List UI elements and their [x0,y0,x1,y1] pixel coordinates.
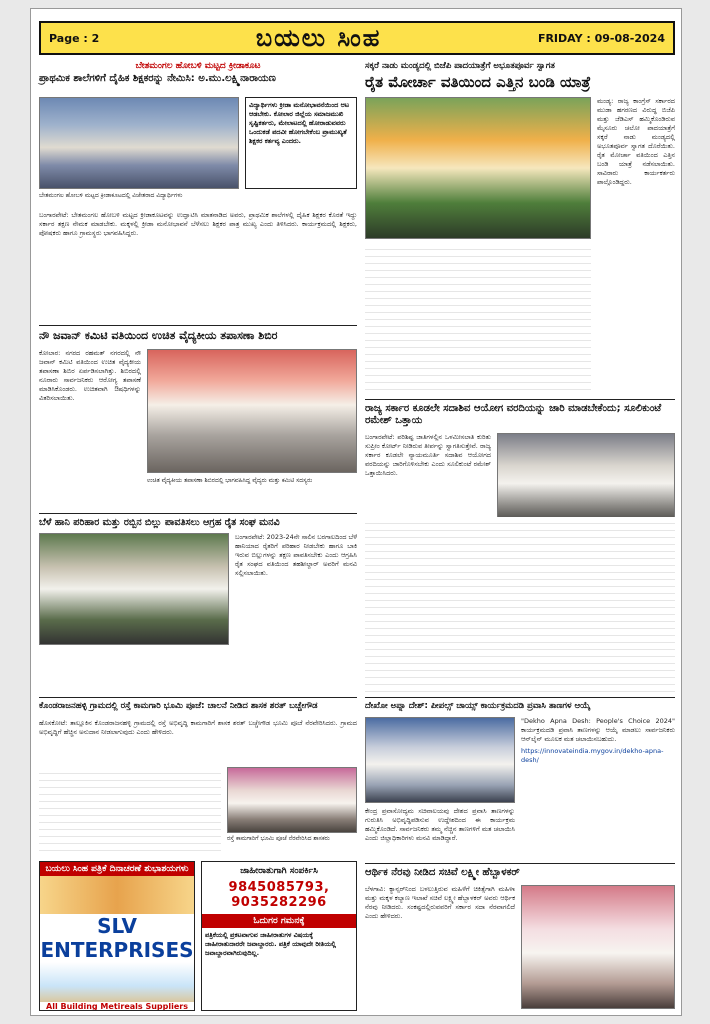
issue-date: FRIDAY : 09-08-2024 [537,31,665,45]
classified-title: ಜಾಹೀರಾತುಗಾಗಿ ಸಂಪರ್ಕಿಸಿ [240,866,318,876]
article4-title: ಕೊಂಡರಾಜನಹಳ್ಳಿ ಗ್ರಾಮದಲ್ಲಿ ರಸ್ತೆ ಕಾಮಗಾರಿ ಭೂಮಿ ಪೂಜೆ: ಚಾಲನೆ ನೀಡಿದ ಶಾಸಕ ಶರತ್ ಬಚ್ಚೇಗೌಡ [39,701,318,711]
masthead [39,21,675,55]
press-meet-photo [497,433,675,525]
article7-body: ಕೇಂದ್ರ ಪ್ರವಾಸೋದ್ಯಮ ಸಚಿವಾಲಯವು ದೇಶದ ಪ್ರವಾಸಿ ತಾಣಗಳನ್ನು ಗುರುತಿಸಿ ಅಭಿವೃದ್ಧಿಪಡಿಸುವ ಉದ್ದೇಶದಿಂದ ಈ ಕಾರ್ಯಕ್ರಮ ಹಮ್ಮಿಕೊಂಡಿದೆ. ಸಾರ್ವಜನಿಕರು ತಮ್ಮ ನೆಚ್ಚಿನ ತಾಣಗಳಿಗೆ ಮತ ಚಲಾಯಿಸಿ ಎಂದು ಜಿಲ್ಲಾಧಿಕಾರಿಗಳು ಮನವಿ ಮಾಡಿದ್ದಾರೆ. [365,807,515,842]
slv-enterprises-ad[interactable] [39,861,195,1011]
article8-body: ಬೆಳಗಾವಿ: ಕ್ಯಾನ್ಸರ್‌ನಿಂದ ಬಳಲುತ್ತಿರುವ ಮಹಿಳೆಗೆ ಚಿಕಿತ್ಸೆಗಾಗಿ ಮಹಿಳಾ ಮತ್ತು ಮಕ್ಕಳ ಕಲ್ಯಾಣ ಇಲಾಖೆ ಸಚಿವೆ ಲಕ್ಷ್ಮೀ ಹೆಬ್ಬಾಳಕರ್ ಅವರು ಆರ್ಥಿಕ ನೆರವು ನೀಡಿದರು. ಸಂಕಷ್ಟದಲ್ಲಿರುವವರಿಗೆ ಸರ್ಕಾರ ಸದಾ ನೆರವಾಗಲಿದೆ ಎಂದು ಹೇಳಿದರು. [365,885,515,920]
article5-body: ಮಂಡ್ಯ: ರಾಜ್ಯ ಕಾಂಗ್ರೆಸ್ ಸರ್ಕಾರದ ಮುಡಾ ಹಗರಣದ ವಿರುದ್ಧ ಬಿಜೆಪಿ ಮತ್ತು ಜೆಡಿಎಸ್ ಹಮ್ಮಿಕೊಂಡಿರುವ ಮೈಸೂರು ಚಲೋ ಪಾದಯಾತ್ರೆಗೆ ಸಕ್ಕರೆ ನಾಡು ಮಂಡ್ಯದಲ್ಲಿ ಅಭೂತಪೂರ್ವ ಸ್ವಾಗತ ದೊರೆಯಿತು. ರೈತ ಮೋರ್ಚಾ ವತಿಯಿಂದ ಎತ್ತಿನ ಬಂಡಿ ಯಾತ್ರೆ ನಡೆಸಲಾಯಿತು. ಸಾವಿರಾರು ಕಾರ್ಯಕರ್ತರು ಪಾಲ್ಗೊಂಡಿದ್ದರು. [597,97,675,186]
article6-body: ಬಂಗಾರಪೇಟೆ: ಪರಿಶಿಷ್ಟ ಜಾತಿಗಳಲ್ಲಿನ ಒಳಮೀಸಲಾತಿ ಕುರಿತು ಸುಪ್ರೀಂ ಕೋರ್ಟ್ ನೀಡಿರುವ ತೀರ್ಪನ್ನು ಸ್ವಾಗತಿಸುತ್ತೇವೆ. ರಾಜ್ಯ ಸರ್ಕಾರ ಕೂಡಲೇ ನ್ಯಾಯಮೂರ್ತಿ ಸದಾಶಿವ ಆಯೋಗದ ವರದಿಯನ್ನು ಜಾರಿಗೊಳಿಸಬೇಕು ಎಂದು ಸೂಲಿಕುಂಟೆ ರಮೇಶ್ ಒತ್ತಾಯಿಸಿದರು. [365,433,491,477]
slv-ad-strip: ಬಯಲು ಸಿಂಹ ಪತ್ರಿಕೆ ದಿನಾಚರಣೆ ಶುಭಾಶಯಗಳು [40,862,194,876]
road-work-photo [227,767,357,833]
article2-title: ನೌ ಜವಾನ್ ಕಮಿಟಿ ವತಿಯಿಂದ ಉಚಿತ ವೈದ್ಯಕೀಯ ತಪಾಸಣಾ ಶಿಬಿರ [39,329,278,342]
sports-meet-photo [39,97,239,189]
minister-photo [521,885,675,1009]
notice-body: ಪತ್ರಿಕೆಯಲ್ಲಿ ಪ್ರಕಟವಾಗುವ ಜಾಹೀರಾತುಗಳ ವಿಷಯಕ್ಕೆ ಜಾಹೀರಾತುದಾರರೇ ಜವಾಬ್ದಾರರು. ಪತ್ರಿಕೆ ಯಾವುದೇ ರೀತಿಯಲ್ಲಿ ಜವಾಬ್ದಾರವಾಗಿರುವುದಿಲ್ಲ. [205,931,336,957]
medical-camp-photo [147,349,357,473]
page-number: Page : 2 [49,31,100,45]
article1-sidebox: ವಿದ್ಯಾರ್ಥಿಗಳು ಕ್ರೀಡಾ ಮನೋಭಾವನೆಯಿಂದ ಆಟ ಆಡಬೇಕು. ಕೋಲಾರ ಜಿಲ್ಲೆಯ ಸಮಾಜಮುಖಿ ಸೃಷ್ಟಿಕರ್ತರು, ಮೇಲಾಟದಲ್ಲಿ ಹೋರಾಡುವವರು ಒಂದುಕಡೆ ಪದವೀ ಹೋಗಬೇಕೆಂಬ ಪ್ರಾಮುಖ್ಯತೆ ಶಿಕ್ಷಕರ ಕರ್ತವ್ಯ ಎಂದರು. [245,97,357,189]
newspaper-page [30,8,682,1016]
article4-caption: ರಸ್ತೆ ಕಾಮಗಾರಿಗೆ ಭೂಮಿ ಪೂಜೆ ನೆರವೇರಿಸಿದ ಶಾಸಕರು [227,835,330,842]
newspaper-logo: ಬಯಲು ಸಿಂಹ [255,24,382,52]
article6-title: ರಾಜ್ಯ ಸರ್ಕಾರ ಕೂಡಲೇ ಸದಾಶಿವ ಆಯೋಗ ವರದಿಯನ್ನು ಜಾರಿ ಮಾಡಬೇಕೆಂದು; ಸೂಲಿಕುಂಟೆ ರಮೇಶ್ ಒತ್ತಾಯ [365,403,662,426]
article7-quote: "Dekho Apna Desh: People's Choice 2024" ಕಾರ್ಯಕ್ರಮದಡಿ ಪ್ರವಾಸಿ ತಾಣಗಳನ್ನು ಆಯ್ಕೆ ಮಾಡಲು ಸಾರ್ವಜನಿಕರು ಆನ್‌ಲೈನ್ ಮೂಲಕ ಮತ ಚಲಾಯಿಸಬಹುದು. [521,717,675,743]
article1-title: ಪ್ರಾಥಮಿಕ ಶಾಲೆಗಳಿಗೆ ದೈಹಿಕ ಶಿಕ್ಷಕರನ್ನು ನೇಮಿಸಿ: ಅ.ಮು.ಲಕ್ಷ್ಮಿನಾರಾಯಣ [39,73,276,84]
article3-body: ಬಂಗಾರಪೇಟೆ: 2023-24ನೇ ಸಾಲಿನ ಬರಗಾಲದಿಂದ ಬೆಳೆ ಹಾನಿಯಾದ ರೈತರಿಗೆ ಪರಿಹಾರ ನೀಡಬೇಕು ಹಾಗೂ ಬಾಕಿ ಇರುವ ಬಿಲ್ಲುಗಳನ್ನು ತಕ್ಷಣ ಪಾವತಿಸಬೇಕು ಎಂದು ಆಗ್ರಹಿಸಿ ರೈತ ಸಂಘದ ವತಿಯಿಂದ ತಹಶೀಲ್ದಾರ್ ಅವರಿಗೆ ಮನವಿ ಸಲ್ಲಿಸಲಾಯಿತು. [235,533,357,577]
officer-photo [365,717,515,803]
article8-title: ಆರ್ಥಿಕ ನೆರವು ನೀಡಿದ ಸಚಿವೆ ಲಕ್ಷ್ಮೀ ಹೆಬ್ಬಾಳಕರ್ [365,867,520,878]
notice-title: ಓದುಗರ ಗಮನಕ್ಕೆ [202,914,356,928]
classified-phone: 9845085793, 9035282296 [228,880,330,910]
article3-title: ಬೆಳೆ ಹಾನಿ ಪರಿಹಾರ ಮತ್ತು ರಬ್ಬಿನ ಬಿಲ್ಲು ಪಾವತಿಸಲು ಆಗ್ರಹ ರೈತ ಸಂಘ ಮನವಿ [39,517,280,528]
article1-body: ಬಂಗಾರಪೇಟೆ: ಬೇತಮಂಗಲ ಹೋಬಳಿ ಮಟ್ಟದ ಕ್ರೀಡಾಕೂಟವನ್ನು ಉದ್ಘಾಟಿಸಿ ಮಾತನಾಡಿದ ಅವರು, ಪ್ರಾಥಮಿಕ ಶಾಲೆಗಳಲ್ಲಿ ದೈಹಿಕ ಶಿಕ್ಷಕರ ಕೊರತೆ ಇದ್ದು ಸರ್ಕಾರ ತಕ್ಷಣ ನೇಮಕ ಮಾಡಬೇಕು. ಮಕ್ಕಳಲ್ಲಿ ಕ್ರೀಡಾ ಮನೋಭಾವನೆ ಬೆಳೆಸಲು ಶಿಕ್ಷಕರ ಪಾತ್ರ ಮುಖ್ಯ ಎಂದು ತಿಳಿಸಿದರು. ಕಾರ್ಯಕ್ರಮದಲ್ಲಿ ಶಿಕ್ಷಕರು, ಪೋಷಕರು ಹಾಗೂ ಗ್ರಾಮಸ್ಥರು ಭಾಗವಹಿಸಿದ್ದರು. [39,211,357,237]
slv-name: SLV ENTERPRISES [40,914,194,962]
classified-ad[interactable] [201,861,357,1011]
farmers-protest-photo [39,533,229,645]
article1-kicker: ಬೇತಮಂಗಲ ಹೋಬಳಿ ಮಟ್ಟದ ಕ್ರೀಡಾಕೂಟ [135,61,261,71]
slv-tagline: All Building Metireals Suppliers [46,1002,188,1011]
article1-caption: ಬೇತಮಂಗಲ ಹೋಬಳಿ ಮಟ್ಟದ ಕ್ರೀಡಾಕೂಟದಲ್ಲಿ ವಿಜೇತರಾದ ವಿದ್ಯಾರ್ಥಿಗಳು [39,192,183,199]
article7-url[interactable]: https://innovateindia.mygov.in/dekho-apna-desh/ [521,747,664,764]
article5-kicker: ಸಕ್ಕರೆ ನಾಡು ಮಂಡ್ಯದಲ್ಲಿ ಬಿಜೆಪಿ ಪಾದಯಾತ್ರೆಗೆ ಅಭೂತಪೂರ್ವ ಸ್ವಾಗತ [365,61,555,71]
article2-caption: ಉಚಿತ ವೈದ್ಯಕೀಯ ತಪಾಸಣಾ ಶಿಬಿರದಲ್ಲಿ ಭಾಗವಹಿಸಿದ್ದ ವೈದ್ಯರು ಮತ್ತು ಕಮಿಟಿ ಸದಸ್ಯರು [147,477,313,484]
article5-title: ರೈತ ಮೋರ್ಚಾ ವತಿಯಿಂದ ಎತ್ತಿನ ಬಂಡಿ ಯಾತ್ರೆ [365,73,591,91]
bullock-cart-yatra-photo [365,97,591,239]
article4-body: ಹೊಸಕೋಟೆ: ತಾಲ್ಲೂಕಿನ ಕೊಂಡರಾಜನಹಳ್ಳಿ ಗ್ರಾಮದಲ್ಲಿ ರಸ್ತೆ ಅಭಿವೃದ್ಧಿ ಕಾಮಗಾರಿಗೆ ಶಾಸಕ ಶರತ್ ಬಚ್ಚೇಗೌಡ ಭೂಮಿ ಪೂಜೆ ನೆರವೇರಿಸಿದರು. ಗ್ರಾಮದ ಅಭಿವೃದ್ಧಿಗೆ ಹೆಚ್ಚಿನ ಅನುದಾನ ನೀಡಲಾಗುವುದು ಎಂದು ಹೇಳಿದರು. [39,719,357,736]
article2-body: ಕೋಲಾರ: ನಗರದ ರಹಮತ್ ನಗರದಲ್ಲಿ ನೌ ಜವಾನ್ ಕಮಿಟಿ ವತಿಯಿಂದ ಉಚಿತ ವೈದ್ಯಕೀಯ ತಪಾಸಣಾ ಶಿಬಿರ ಏರ್ಪಡಿಸಲಾಗಿತ್ತು. ಶಿಬಿರದಲ್ಲಿ ನೂರಾರು ಸಾರ್ವಜನಿಕರು ಆರೋಗ್ಯ ತಪಾಸಣೆ ಮಾಡಿಸಿಕೊಂಡರು. ಉಚಿತವಾಗಿ ಔಷಧಿಗಳನ್ನು ವಿತರಿಸಲಾಯಿತು. [39,349,141,402]
article7-title: ದೇಖೋ ಅಪ್ನಾ ದೇಶ್: ಪೀಪಲ್ಸ್ ಚಾಯ್ಸ್ ಕಾರ್ಯಕ್ರಮದಡಿ ಪ್ರವಾಸಿ ತಾಣಗಳ ಆಯ್ಕೆ [365,701,591,711]
